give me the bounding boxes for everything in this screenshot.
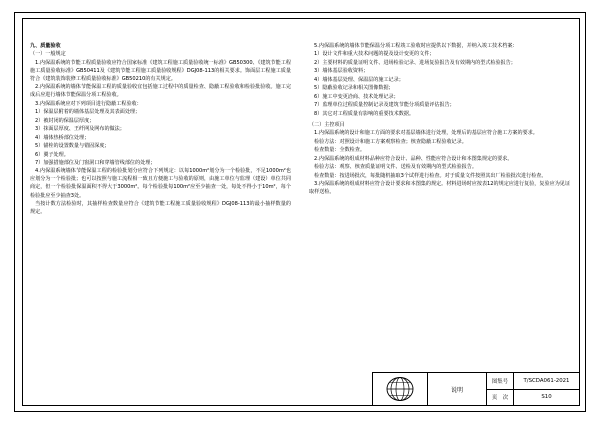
text-columns (30, 42, 570, 342)
right-text-column (309, 42, 570, 342)
paragraph: 5）锚栓的设置数量与错固深度； (35, 143, 110, 150)
paragraph: 4）墙体基层处理、保温层的施工记录； (314, 76, 404, 83)
paragraph: 2）主要材料的质量证明文件、进场检验记录、进场复验报告及有效期内的型式检验报告； (314, 59, 516, 66)
paragraph: 当按计数方法检验时，其抽样检查数量应符合《建筑节能工程施工质量验收规程》DGJ08-113的最小抽样数量的规定。 (30, 200, 291, 216)
paragraph: 2.内保温系统的墙体节能保温工程的质量验收宜包括施工过程中的质量检查、隐蔽工程验收和检验批验收。施工完成后应进行墙体节能保温分项工程验收。 (30, 84, 291, 99)
paragraph: 4）墙体热桥部位处理； (35, 134, 90, 141)
left-text-column (30, 42, 291, 342)
title-block-label: 说明 (428, 373, 487, 405)
paragraph: 检查数量：全数检查。 (314, 147, 365, 154)
paragraph: 8）其它对工程质量有影响的重要技术数据。 (314, 110, 415, 117)
paragraph: 2.内保温系统的组成材料品种应符合设计、品种、性能应符合设计和本图集规定的要求。 (314, 155, 513, 162)
subsection-heading: （一）一般规定 (30, 51, 66, 58)
paragraph: 4.内保温系统墙体节能保温工程的检验批划分应符合下列规定：以每1000m²划分为一个检验批，不足1000m²也应划分为一个检验批；也可以按照与施工流程相一致且方便施工与验收的原则，由施工单位与监理（建设）单位共同商定，但一个检验批保温面积不得大于3000m²。每个检验批每100m²应至少抽查一处，每处不得小于10m²，每个检验批应至少抽查3处。 (30, 168, 291, 199)
title-block (372, 372, 580, 406)
logo-circle-icon (373, 373, 428, 405)
paragraph: 1.内保温系统的节能工程质量验收应符合国家标准《建筑工程施工质量验收统一标准》GB50300、《建筑节能工程施工质量验收标准》GB50411及《建筑节能工程施工质量验收规程》DGJ08-113的相关要求。饰面层工程施工质量符合《建筑装饰装修工程质量验收标准》GB50210的有关规定。 (30, 59, 291, 82)
paragraph: 3.内保温系统应对下列项目进行隐蔽工程验收： (35, 100, 142, 107)
paragraph: 6）翼子处理。 (35, 151, 69, 158)
atlas-number-value: T/SCDA061-2021 (523, 377, 570, 384)
page-value: S10 (541, 394, 552, 401)
section-heading: 九、质量验收 (30, 43, 61, 49)
paragraph: 5）隐蔽验收记录和相关图像数据； (314, 85, 394, 92)
paragraph: 7）监理单位过程质量控制记录及建筑节能分项质量评估报告； (314, 102, 455, 109)
paragraph: 检验方法：观察、核查质量证明文件、送检及有效期内的型式检验报告。 (314, 164, 478, 171)
paragraph: 1）保温层附着的墙体基层处理及其表面处理； (35, 109, 141, 116)
paragraph: 7）加强措施部位及门窗洞口和穿墙管线部位的处理； (35, 159, 156, 166)
title-block-fields (487, 373, 579, 405)
paragraph: 3.内保温系统的组成材料应符合设计要求和本图集的规定。材料进场时应按表12的规定应进行复验，复验应为见证取样送检。 (309, 181, 570, 196)
paragraph: 6）施工中变更洽商、技术处理记录； (314, 93, 399, 100)
paragraph: 3）抹面层厚度、玊纤网及网布的做法； (35, 126, 125, 133)
atlas-number-key: 图集号 (487, 373, 514, 389)
paragraph: 1）设计文件和重大技术问题的提及设计变更的文件； (314, 51, 435, 58)
paragraph: 检验方法：对照设计和施工方案观察检查；核查隐蔽工程验收记录。 (314, 138, 467, 145)
title-block-row-atlas-number (487, 373, 579, 390)
title-block-row-page (487, 390, 579, 406)
paragraph: 1.内保温系统的设计和施工方面的要求对基层墙体进行处理，处理后的基层应符合施工方案的要求。 (314, 130, 538, 137)
paragraph: 5.内保温系统的墙体节能保温分项工程竣工验收时应提供以下数据，并纳入竣工技术档案： (314, 43, 518, 49)
paragraph: 3）墙体基层验收资料； (314, 68, 369, 75)
subsection-heading: （二）主控项目 (309, 121, 345, 128)
page-key: 页 次 (487, 390, 514, 406)
paragraph: 检查数量：按进场批次，每批随机抽取3个试样进行检查。对于质量文件按照其出厂检验批次进行检查。 (314, 172, 547, 179)
paragraph: 2）被封闭的保温层厚度； (35, 117, 95, 124)
